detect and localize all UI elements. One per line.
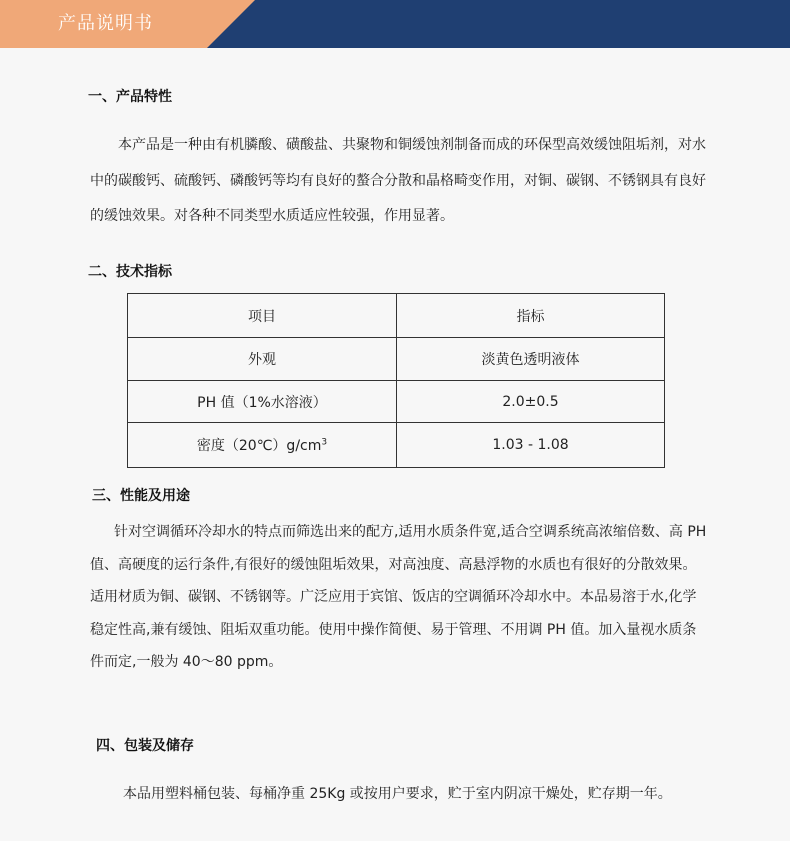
section-1-body: 本产品是一种由有机膦酸、磺酸盐、共聚物和铜缓蚀剂制备而成的环保型高效缓蚀阻垢剂，对水中的碳酸钙、硫酸钙、磷酸钙等均有良好的螯合分散和晶格畸变作用，对铜、碳钢、不锈钢具有良好的缓蚀效果。对各种不同类型水质适应性较强，作用显著。	[90, 137, 706, 224]
section-3-heading: 三、性能及用途	[92, 488, 190, 504]
table-cell-value: 2.0±0.5	[397, 381, 665, 423]
table-cell-item: PH 值（1%水溶液）	[128, 381, 397, 423]
density-unit-superscript: 3	[321, 437, 328, 448]
table-cell-item: 外观	[128, 338, 397, 381]
table-row	[128, 338, 665, 381]
table-cell-item	[128, 423, 397, 468]
section-3-text: 针对空调循环冷却水的特点而筛选出来的配方,适用水质条件宽,适合空调系统高浓缩倍数、高 PH 值、高硬度的运行条件,有很好的缓蚀阻垢效果，对高浊度、高悬浮物的水质也有很好的分散效果。适用材质为铜、碳钢、不锈钢等。广泛应用于宾馆、饭店的空调循环冷却水中。本品易溶于水,化学稳定性高,兼有缓蚀、阻垢双重功能。使用中操作简便、易于管理、不用调 PH 值。加入量视水质条件而定,一般为 40～80 ppm。	[90, 524, 707, 670]
table-header-row	[128, 294, 665, 338]
density-label: 密度（20℃）g/cm	[196, 438, 322, 454]
section-4-heading: 四、包装及储存	[96, 738, 194, 754]
table-header-item: 项目	[128, 294, 397, 338]
table-header-value: 指标	[397, 294, 665, 338]
header-banner	[0, 0, 790, 48]
section-4-body: 本品用塑料桶包装、每桶净重 25Kg 或按用户要求，贮于室内阴凉干燥处，贮存期一年。	[123, 786, 672, 802]
section-3-body	[90, 516, 710, 679]
table-row	[128, 381, 665, 423]
table-cell-value: 1.03 - 1.08	[397, 423, 665, 468]
section-1-heading: 一、产品特性	[88, 89, 172, 105]
table-row	[128, 423, 665, 468]
section-2-heading: 二、技术指标	[88, 264, 172, 280]
table-cell-value: 淡黄色透明液体	[397, 338, 665, 381]
spec-table	[127, 293, 665, 468]
banner-title: 产品说明书	[58, 13, 153, 34]
